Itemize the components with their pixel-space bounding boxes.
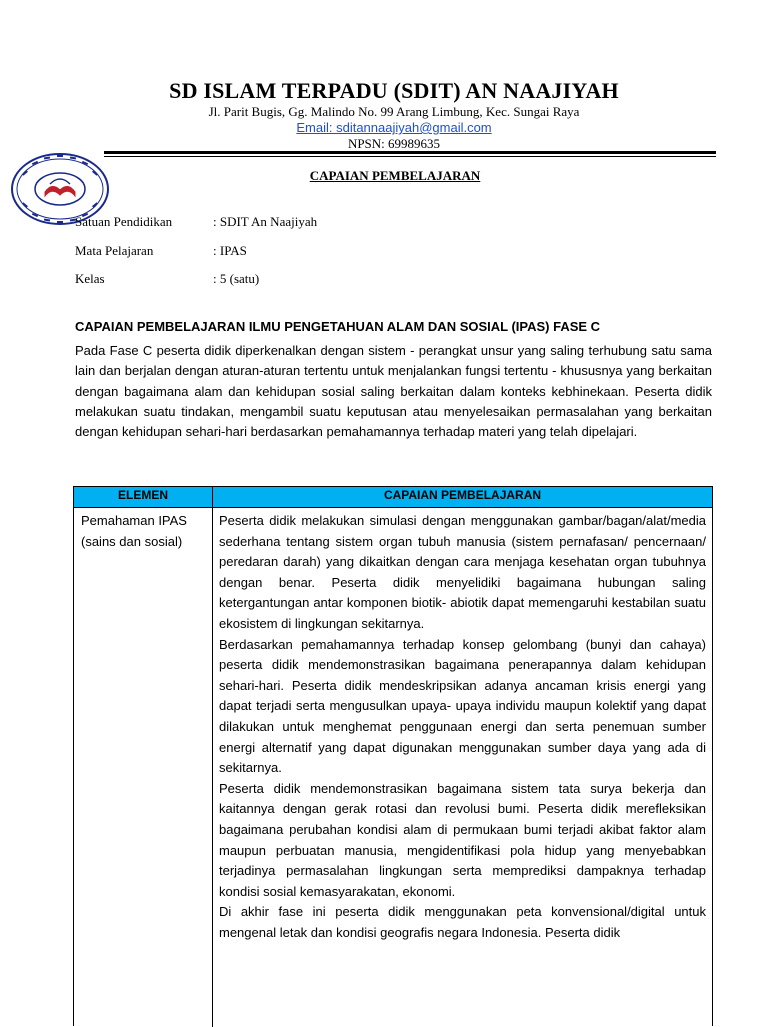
school-npsn: NPSN: 69989635 xyxy=(347,136,441,151)
info-label: Mata Pelajaran xyxy=(75,243,154,258)
column-divider xyxy=(212,487,213,1027)
info-label: Kelas xyxy=(75,271,105,286)
school-email-link[interactable]: Email: sditannaajiyah@gmail.com xyxy=(296,120,492,135)
capaian-paragraph: Peserta didik mendemonstrasikan bagaimana sistem tata surya bekerja dan kaitannya dengan gerak rotasi dan revolusi bumi. Peserta didik merefleksikan bagaimana perubahan kondisi alam di permukaan bumi terjadi akibat faktor alam maupun perbuatan manusia, mengidentifikasi pola hidup yang menyebabkan terjadinya permasalahan lingkungan serta memprediksi dampaknya terhadap kondisi sosial kemasyarakatan, ekonomi. xyxy=(219,780,706,899)
table-cell-capaian xyxy=(219,511,706,943)
info-value: : 5 (satu) xyxy=(213,271,260,286)
letterhead-divider-thin xyxy=(104,156,716,157)
document-title: CAPAIAN PEMBELAJARAN xyxy=(309,168,481,183)
info-value: : SDIT An Naajiyah xyxy=(213,214,318,229)
column-header-elemen: ELEMEN xyxy=(117,488,168,502)
info-label: Satuan Pendidikan xyxy=(75,214,173,229)
school-address: Jl. Parit Bugis, Gg. Malindo No. 99 Arang Limbung, Kec. Sungai Raya xyxy=(208,104,580,119)
school-email[interactable] xyxy=(120,120,668,135)
info-value: : IPAS xyxy=(213,243,247,258)
table-header xyxy=(74,487,712,508)
capaian-paragraph: Berdasarkan pemahamannya terhadap konsep gelombang (bunyi dan cahaya) peserta didik mendemonstrasikan bagaimana penerapannya dalam kehidupan sehari-hari. Peserta didik mendeskripsikan adanya ancaman krisis energi yang dapat terjadi serta mengusulkan upaya- upaya individu maupun kolektif yang dapat dilakukan untuk menghemat penggunaan energi dan serta penemuan sumber energi alternatif yang dapat digunakan menggunakan sumber daya yang ada di sekitarnya. xyxy=(219,636,706,776)
capaian-paragraph: Peserta didik melakukan simulasi dengan menggunakan gambar/bagan/alat/media sederhana tentang sistem organ tubuh manusia (sistem pernafasan/ pencernaan/ peredaran darah) yang dikaitkan dengan cara menjaga kesehatan organ tubuhnya dengan benar. Peserta didik menyelidiki bagaimana hubungan saling ketergantungan antar komponen biotik- abiotik dapat memengaruhi kestabilan suatu ekosistem di lingkungan sekitarnya. xyxy=(219,513,706,631)
capaian-table xyxy=(73,486,713,1026)
table-cell-elemen: Pemahaman IPAS (sains dan sosial) xyxy=(81,513,187,549)
section-heading: CAPAIAN PEMBELAJARAN ILMU PENGETAHUAN ALAM DAN SOSIAL (IPAS) FASE C xyxy=(75,319,601,334)
section-paragraph: Pada Fase C peserta didik diperkenalkan dengan sistem - perangkat unsur yang saling terhubung satu sama lain dan berjalan dengan aturan-aturan tertentu untuk menjalankan fungsi tertentu - khususnya yang berkaitan dengan bagaimana alam dan kehidupan sosial saling berkaitan dalam konteks kebhinekaan. Peserta didik melakukan suatu tindakan, mengambil suatu keputusan atau menyelesaikan permasalahan yang berkaitan dengan kehidupan sehari-hari berdasarkan pemahamannya terhadap materi yang telah dipelajari. xyxy=(75,343,712,440)
school-name: SD ISLAM TERPADU (SDIT) AN NAAJIYAH xyxy=(169,78,619,103)
column-header-capaian: CAPAIAN PEMBELAJARAN xyxy=(383,488,542,502)
letterhead-divider xyxy=(104,151,716,154)
capaian-paragraph: Di akhir fase ini peserta didik menggunakan peta konvensional/digital untuk mengenal letak dan kondisi geografis negara Indonesia. Peserta didik xyxy=(219,904,706,940)
